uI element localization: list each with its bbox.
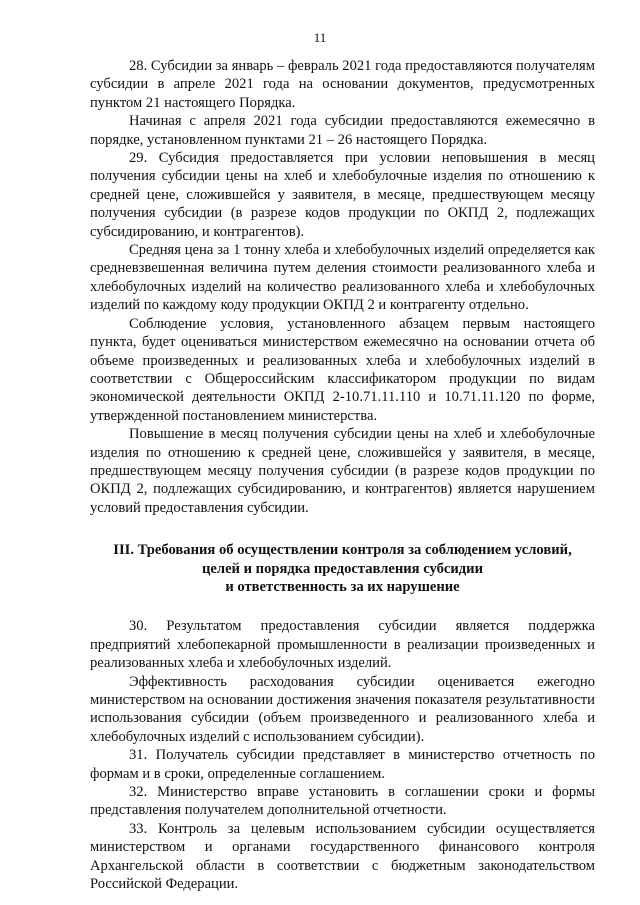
paragraph-monthly-payment: Начиная с апреля 2021 года субсидии предоставляются ежемесячно в порядке, установленном пунктами 21 – 26 настоящего Порядка.	[90, 113, 595, 148]
paragraph-32: 32. Министерство вправе установить в соглашении сроки и формы представления получателем дополнительной отчетности.	[90, 784, 595, 819]
paragraph-30: 30. Результатом предоставления субсидии является поддержка предприятий хлебопекарной промышленности в реализации произведенных и реализованных хлеба и хлебобулочных изделий.	[90, 618, 595, 672]
document-body	[90, 57, 595, 893]
page-number: 11	[313, 30, 327, 45]
paragraph-31: 31. Получатель субсидии представляет в министерство отчетность по формам и в сроки, определенные соглашением.	[90, 747, 595, 782]
paragraph-28: 28. Субсидии за январь – февраль 2021 года предоставляются получателям субсидии в апреле 2021 года на основании документов, предусмотренных пунктом 21 настоящего Порядка.	[90, 58, 595, 111]
section-heading-line-2: целей и порядка предоставления субсидии	[202, 560, 483, 577]
section-heading-line-1: III. Требования об осуществлении контроля за соблюдением условий,	[113, 542, 572, 559]
paragraph-29: 29. Субсидия предоставляется при условии неповышения в месяц получения субсидии цены на хлеб и хлебобулочные изделия по отношению к средней цене, сложившейся у заявителя, в месяце, предшествующем месяцу получения субсидии (в разрезе кодов продукции по ОКПД 2, подлежащих субсидированию, и контрагентов).	[90, 150, 595, 240]
paragraph-price-increase: Повышение в месяц получения субсидии цены на хлеб и хлебобулочные изделия по отношению к средней цене, сложившейся у заявителя, в месяце, предшествующем месяцу получения субсидии (в разрезе кодов продукции по ОКПД 2, подлежащих субсидированию, и контрагентов) является нарушением условий предоставления субсидии.	[90, 426, 595, 516]
section-heading-line-3: и ответственность за их нарушение	[225, 578, 460, 595]
paragraph-efficiency: Эффективность расходования субсидии оценивается ежегодно министерством на основании достижения значения показателя результативности использования субсидии (объем произведенного и реализованного хлеба и хлебобулочных изделий с использованием субсидии).	[90, 673, 595, 745]
paragraph-33: 33. Контроль за целевым использованием субсидии осуществляется министерством и органами государственного финансового контроля Архангельской области в соответствии с бюджетным законодательством Российской Федерации.	[90, 820, 595, 893]
section-heading	[90, 541, 595, 596]
paragraph-compliance: Соблюдение условия, установленного абзацем первым настоящего пункта, будет оцениваться министерством ежемесячно на основании отчета об объеме произведенных и реализованных хлеба и хлебобулочных изделий в соответствии с Общероссийским классификатором продукции по видам экономической деятельности ОКПД 2-10.71.11.110 и 10.71.11.120 по форме, утвержденной постановлением министерства.	[90, 315, 595, 424]
paragraph-average-price: Средняя цена за 1 тонну хлеба и хлебобулочных изделий определяется как средневзвешенная величина путем деления стоимости реализованного хлеба и хлебобулочных изделий на количество реализованного хлеба и хлебобулочных изделий по каждому коду продукции ОКПД 2 и контрагенту отдельно.	[90, 242, 595, 314]
